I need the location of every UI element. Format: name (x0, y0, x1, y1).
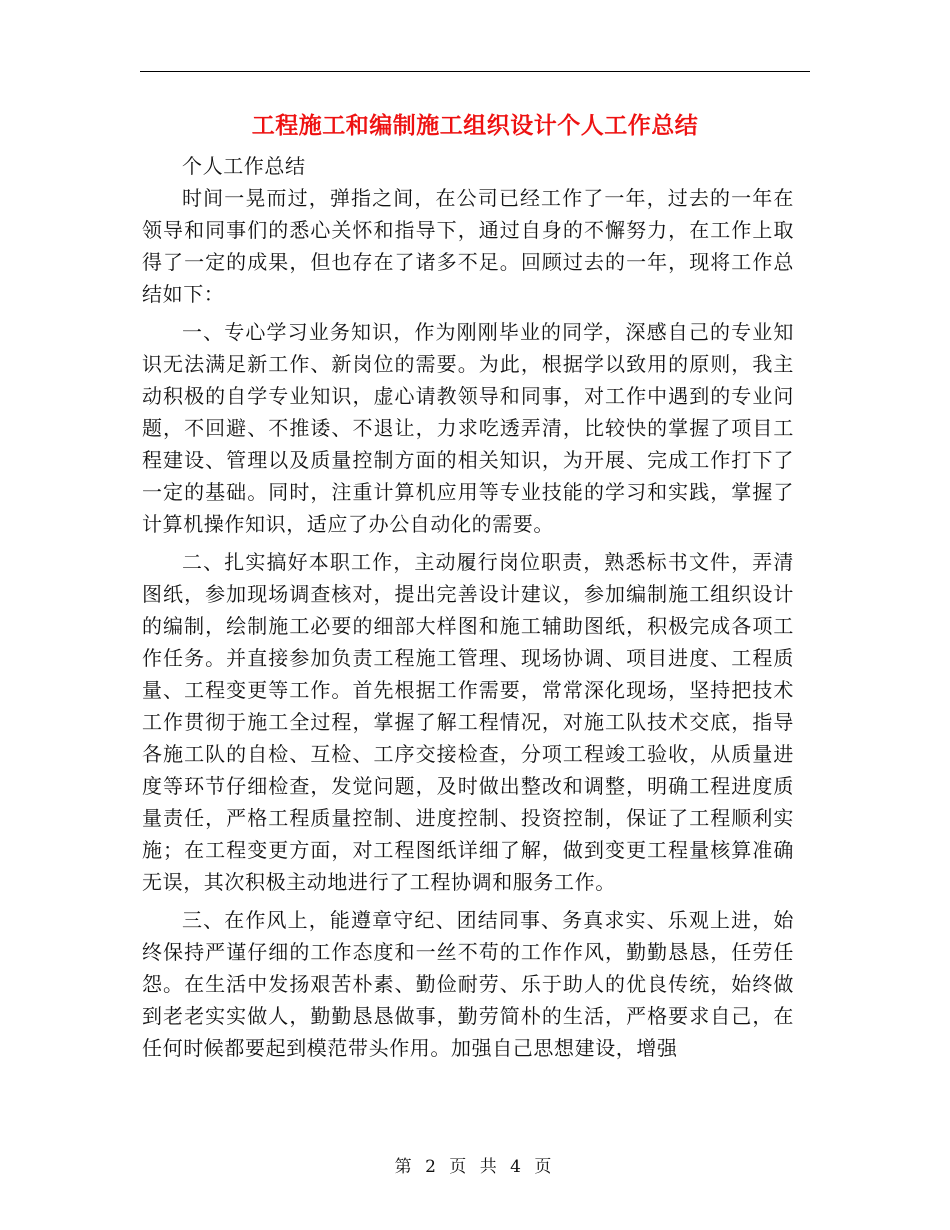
paragraph-section-1: 一、专心学习业务知识，作为刚刚毕业的同学，深感自己的专业知识无法满足新工作、新岗位的需要。为此，根据学以致用的原则，我主动积极的自学专业知识，虚心请教领导和同事，对工作中遇到的专业问题，不回避、不推诿、不退让，力求吃透弄清，比较快的掌握了项目工程建设、管理以及质量控制方面的相关知识，为开展、完成工作打下了一定的基础。同时，注重计算机应用等专业技能的学习和实践，掌握了计算机操作知识，适应了办公自动化的需要。 (142, 320, 794, 536)
paragraph-section-2: 二、扎实搞好本职工作，主动履行岗位职责，熟悉标书文件，弄清图纸，参加现场调查核对，提出完善设计建议，参加编制施工组织设计的编制，绘制施工必要的细部大样图和施工辅助图纸，积极完成各项工作任务。并直接参加负责工程施工管理、现场协调、项目进度、工程质量、工程变更等工作。首先根据工作需要，常常深化现场，坚持把技术工作贯彻于施工全过程，掌握了解工程情况，对施工队技术交底，指导各施工队的自检、互检、工序交接检查，分项工程竣工验收，从质量进度等环节仔细检查，发觉问题，及时做出整改和调整，明确工程进度质量责任，严格工程质量控制、进度控制、投资控制，保证了工程顺利实施；在工程变更方面，对工程图纸详细了解，做到变更工程量核算准确无误，其次积极主动地进行了工程协调和服务工作。 (142, 550, 794, 894)
header-rule (140, 71, 810, 72)
paragraph-heading: 个人工作总结 (182, 154, 306, 178)
document-title: 工程施工和编制施工组织设计个人工作总结 (251, 112, 699, 139)
document-body (142, 150, 794, 1064)
page-number-footer: 第 2 页 共 4 页 (394, 1157, 556, 1177)
paragraph-intro: 时间一晃而过，弹指之间，在公司已经工作了一年，过去的一年在领导和同事们的悉心关怀和指导下，通过自身的不懈努力，在工作上取得了一定的成果，但也存在了诸多不足。回顾过去的一年，现将工作总结如下： (142, 186, 794, 306)
paragraph-section-3: 三、在作风上，能遵章守纪、团结同事、务真求实、乐观上进，始终保持严谨仔细的工作态度和一丝不苟的工作作风，勤勤恳恳，任劳任怨。在生活中发扬艰苦朴素、勤俭耐劳、乐于助人的优良传统，始终做到老老实实做人，勤勤恳恳做事，勤劳简朴的生活，严格要求自己，在任何时候都要起到模范带头作用。加强自己思想建设，增强 (142, 908, 794, 1060)
